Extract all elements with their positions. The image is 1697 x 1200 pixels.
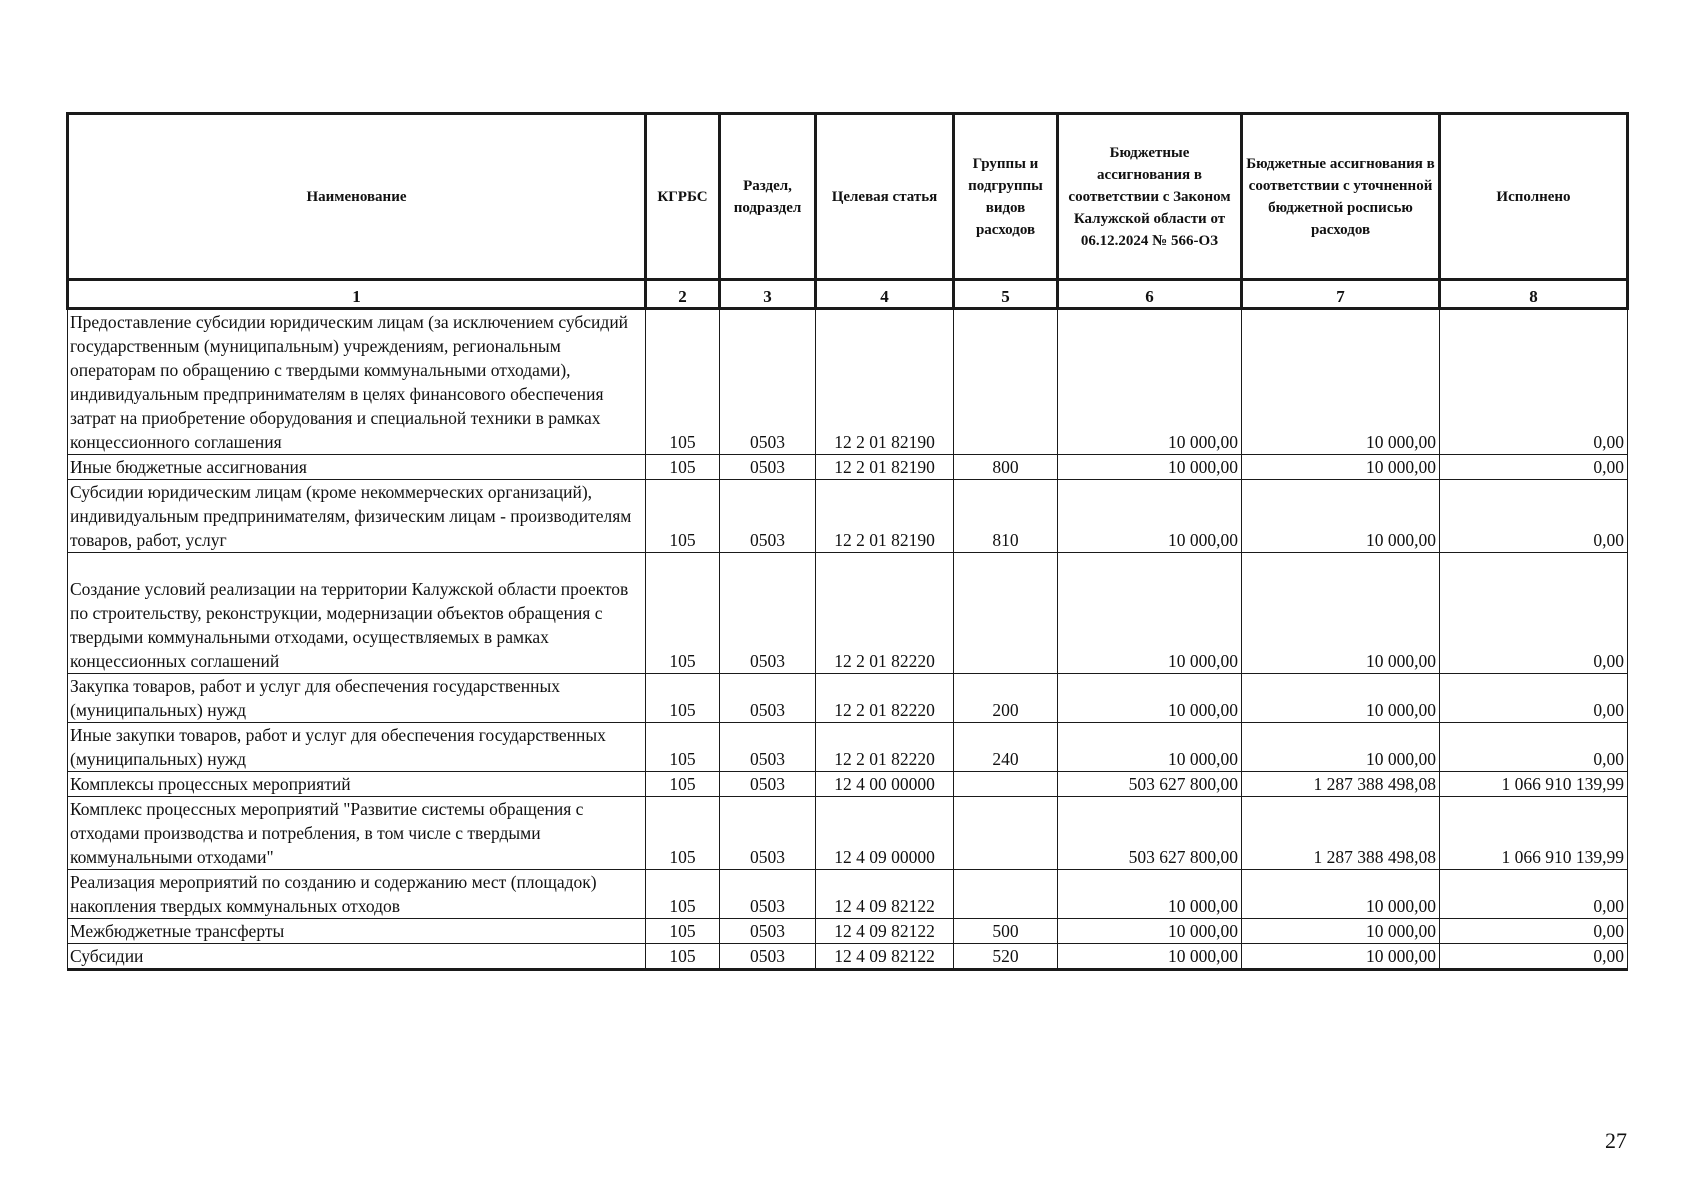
row-name: Закупка товаров, работ и услуг для обеспечения государственных (муниципальных) нужд — [68, 674, 646, 723]
row-executed-amount: 0,00 — [1440, 455, 1628, 480]
table-row — [68, 772, 1628, 797]
column-number: 1 — [68, 280, 646, 309]
row-kgrbs: 105 — [646, 772, 720, 797]
row-name: Предоставление субсидии юридическим лицам (за исключением субсидий государственным (муниципальным) учреждениям, региональным операторам по обращению с твердыми коммунальными отходами), индивидуальным предпринимателям в целях финансового обеспечения затрат на приобретение оборудования и специальной техники в рамках концессионного соглашения — [68, 309, 646, 455]
row-refined-amount: 10 000,00 — [1242, 455, 1440, 480]
row-section: 0503 — [720, 674, 816, 723]
row-executed-amount: 0,00 — [1440, 674, 1628, 723]
table-row — [68, 919, 1628, 944]
row-executed-amount: 1 066 910 139,99 — [1440, 797, 1628, 870]
table-row — [68, 797, 1628, 870]
column-number: 4 — [816, 280, 954, 309]
row-name: Комплекс процессных мероприятий "Развитие системы обращения с отходами производства и потребления, в том числе с твердыми коммунальными отходами" — [68, 797, 646, 870]
row-section: 0503 — [720, 553, 816, 674]
row-group: 200 — [954, 674, 1058, 723]
row-name: Субсидии юридическим лицам (кроме некоммерческих организаций), индивидуальным предпринимателям, физическим лицам - производителям товаров, работ, услуг — [68, 480, 646, 553]
table-row — [68, 674, 1628, 723]
header-executed: Исполнено — [1440, 114, 1628, 280]
row-refined-amount: 10 000,00 — [1242, 553, 1440, 674]
row-law-amount: 10 000,00 — [1058, 674, 1242, 723]
row-section: 0503 — [720, 870, 816, 919]
row-kgrbs: 105 — [646, 870, 720, 919]
row-executed-amount: 0,00 — [1440, 309, 1628, 455]
row-kgrbs: 105 — [646, 797, 720, 870]
row-law-amount: 10 000,00 — [1058, 455, 1242, 480]
row-name-cell — [68, 553, 646, 674]
row-kgrbs: 105 — [646, 480, 720, 553]
row-group — [954, 772, 1058, 797]
row-kgrbs: 105 — [646, 309, 720, 455]
row-kgrbs: 105 — [646, 674, 720, 723]
header-section: Раздел, подраздел — [720, 114, 816, 280]
row-refined-amount: 10 000,00 — [1242, 944, 1440, 970]
row-spacer — [70, 553, 642, 577]
row-law-amount: 503 627 800,00 — [1058, 772, 1242, 797]
row-group: 810 — [954, 480, 1058, 553]
table-row — [68, 723, 1628, 772]
row-executed-amount: 1 066 910 139,99 — [1440, 772, 1628, 797]
row-name: Иные закупки товаров, работ и услуг для обеспечения государственных (муниципальных) нужд — [68, 723, 646, 772]
page-number: 27 — [1605, 1128, 1627, 1153]
row-target: 12 4 09 82122 — [816, 870, 954, 919]
row-law-amount: 503 627 800,00 — [1058, 797, 1242, 870]
row-law-amount: 10 000,00 — [1058, 870, 1242, 919]
row-law-amount: 10 000,00 — [1058, 723, 1242, 772]
row-name: Иные бюджетные ассигнования — [68, 455, 646, 480]
column-number-row — [68, 280, 1628, 309]
row-executed-amount: 0,00 — [1440, 723, 1628, 772]
row-executed-amount: 0,00 — [1440, 944, 1628, 970]
table-row — [68, 480, 1628, 553]
header-expense-groups: Группы и подгруппы видов расходов — [954, 114, 1058, 280]
row-target: 12 2 01 82220 — [816, 723, 954, 772]
row-executed-amount: 0,00 — [1440, 919, 1628, 944]
table-row — [68, 870, 1628, 919]
row-law-amount: 10 000,00 — [1058, 944, 1242, 970]
row-refined-amount: 10 000,00 — [1242, 723, 1440, 772]
row-section: 0503 — [720, 309, 816, 455]
table-row — [68, 553, 1628, 674]
row-section: 0503 — [720, 919, 816, 944]
table-header-row — [68, 114, 1628, 280]
row-group — [954, 553, 1058, 674]
header-law-appropriations: Бюджетные ассигнования в соответствии с Законом Калужской области от 06.12.2024 № 566-ОЗ — [1058, 114, 1242, 280]
row-section: 0503 — [720, 944, 816, 970]
table-row — [68, 455, 1628, 480]
header-refined-appropriations: Бюджетные ассигнования в соответствии с уточненной бюджетной росписью расходов — [1242, 114, 1440, 280]
row-law-amount: 10 000,00 — [1058, 309, 1242, 455]
row-law-amount: 10 000,00 — [1058, 480, 1242, 553]
row-kgrbs: 105 — [646, 553, 720, 674]
row-group: 240 — [954, 723, 1058, 772]
row-target: 12 2 01 82190 — [816, 309, 954, 455]
row-executed-amount: 0,00 — [1440, 870, 1628, 919]
row-name: Создание условий реализации на территории Калужской области проектов по строительству, реконструкции, модернизации объектов обращения с твердыми коммунальными отходами, осуществляемых в рамках концессионных соглашений — [70, 579, 629, 671]
row-name: Комплексы процессных мероприятий — [68, 772, 646, 797]
row-section: 0503 — [720, 723, 816, 772]
table-row — [68, 309, 1628, 455]
row-target: 12 4 09 82122 — [816, 919, 954, 944]
row-law-amount: 10 000,00 — [1058, 553, 1242, 674]
row-target: 12 4 09 00000 — [816, 797, 954, 870]
row-law-amount: 10 000,00 — [1058, 919, 1242, 944]
row-name: Реализация мероприятий по созданию и содержанию мест (площадок) накопления твердых коммунальных отходов — [68, 870, 646, 919]
column-number: 6 — [1058, 280, 1242, 309]
column-number: 7 — [1242, 280, 1440, 309]
row-group — [954, 797, 1058, 870]
row-section: 0503 — [720, 772, 816, 797]
row-target: 12 2 01 82220 — [816, 553, 954, 674]
row-refined-amount: 10 000,00 — [1242, 919, 1440, 944]
row-kgrbs: 105 — [646, 455, 720, 480]
row-group — [954, 870, 1058, 919]
row-executed-amount: 0,00 — [1440, 480, 1628, 553]
row-target: 12 2 01 82190 — [816, 480, 954, 553]
row-refined-amount: 1 287 388 498,08 — [1242, 797, 1440, 870]
row-group — [954, 309, 1058, 455]
row-refined-amount: 10 000,00 — [1242, 309, 1440, 455]
column-number: 8 — [1440, 280, 1628, 309]
table-row — [68, 944, 1628, 970]
column-number: 5 — [954, 280, 1058, 309]
row-group: 500 — [954, 919, 1058, 944]
row-executed-amount: 0,00 — [1440, 553, 1628, 674]
row-refined-amount: 1 287 388 498,08 — [1242, 772, 1440, 797]
header-target-article: Целевая статья — [816, 114, 954, 280]
row-section: 0503 — [720, 480, 816, 553]
row-target: 12 2 01 82190 — [816, 455, 954, 480]
header-name: Наименование — [68, 114, 646, 280]
row-refined-amount: 10 000,00 — [1242, 870, 1440, 919]
row-section: 0503 — [720, 797, 816, 870]
row-target: 12 4 09 82122 — [816, 944, 954, 970]
row-kgrbs: 105 — [646, 944, 720, 970]
row-refined-amount: 10 000,00 — [1242, 480, 1440, 553]
row-target: 12 4 00 00000 — [816, 772, 954, 797]
row-name: Субсидии — [68, 944, 646, 970]
row-kgrbs: 105 — [646, 723, 720, 772]
row-group: 800 — [954, 455, 1058, 480]
row-name: Межбюджетные трансферты — [68, 919, 646, 944]
row-refined-amount: 10 000,00 — [1242, 674, 1440, 723]
header-kgrbs: КГРБС — [646, 114, 720, 280]
row-kgrbs: 105 — [646, 919, 720, 944]
row-target: 12 2 01 82220 — [816, 674, 954, 723]
column-number: 3 — [720, 280, 816, 309]
budget-table-container — [66, 112, 1626, 971]
budget-execution-table — [66, 112, 1629, 971]
column-number: 2 — [646, 280, 720, 309]
row-group: 520 — [954, 944, 1058, 970]
row-section: 0503 — [720, 455, 816, 480]
